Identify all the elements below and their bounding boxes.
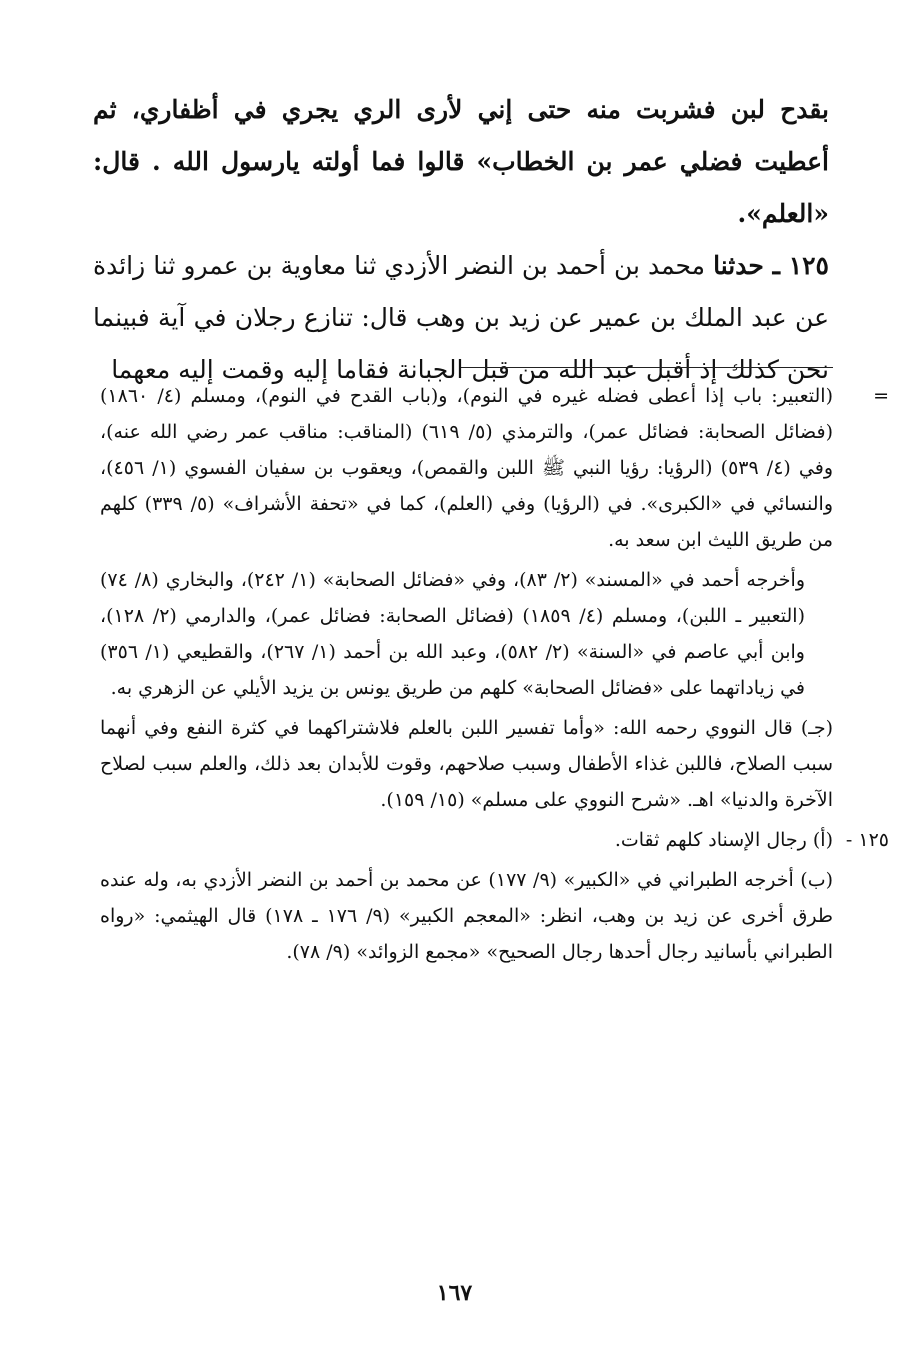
hadith-text: محمد بن أحمد بن النضر الأزدي ثنا معاوية بن عمرو ثنا زائدة عن عبد الملك بن عمير عن زيد بن وهب قال: تنازع رجلان في آية فبينما نحن كذلك إذ أقبل عبد الله من قبل الجبانة فقاما إليه وقمت إليه معهما xyxy=(93,251,829,384)
main-paragraph-1: بقدح لبن فشربت منه حتى إني لأرى الري يجري في أظفاري، ثم أعطيت فضلي عمر بن الخطاب» قالوا فما أولته يارسول الله . قال: «العلم». xyxy=(93,95,829,228)
page-number: ١٦٧ xyxy=(436,1280,473,1306)
footnote-text-4: (أ) رجال الإسناد كلهم ثقات. xyxy=(614,829,833,851)
footnote-separator xyxy=(461,367,833,368)
hadith-number: ١٢٥ ـ حدثنا xyxy=(713,251,829,280)
footnotes xyxy=(100,378,889,974)
main-paragraph-2 xyxy=(93,240,829,396)
footnote-text-3: (جـ) قال النووي رحمه الله: «وأما تفسير اللبن بالعلم فلاشتراكهما في كثرة النفع وفي أنهما سبب الصلاح، فاللبن غذاء الأطفال وسبب صلاحهم، وقوت للأبدان بعد ذلك، والعلم سبب لصلاح الآخرة والدنيا» اهـ. «شرح النووي على مسلم» (١٥/ ١٥٩). xyxy=(100,717,833,811)
footnote-number: ١٢٥ - xyxy=(845,829,889,851)
main-text xyxy=(93,84,829,396)
footnote-text-1: (التعبير: باب إذا أعطى فضله غيره في النوم)، و(باب القدح في النوم)، ومسلم (٤/ ١٨٦٠) (فضائل الصحابة: فضائل عمر)، والترمذي (٥/ ٦١٩) (المناقب: مناقب عمر رضي الله عنه)، وفي (٤/ ٥٣٩) (الرؤيا: رؤيا النبي ﷺ اللبن والقمص)، ويعقوب بن سفيان الفسوي (١/ ٤٥٦)، والنسائي في «الكبرى». في (الرؤيا) وفي (العلم)، كما في «تحفة الأشراف» (٥/ ٣٣٩) كلهم من طريق الليث ابن سعد به. xyxy=(100,385,833,551)
footnote-125 xyxy=(100,822,889,858)
footnote-text-5: (ب) أخرجه الطبراني في «الكبير» (٩/ ١٧٧) عن محمد بن أحمد بن النضر الأزدي به، وله عنده طرق أخرى عن زيد بن وهب، انظر: «المعجم الكبير» (٩/ ١٧٦ ـ ١٧٨) قال الهيثمي: «رواه الطبراني بأسانيد رجال أحدها رجال الصحيح» «مجمع الزوائد» (٩/ ٧٨). xyxy=(100,869,833,963)
continuation-mark: = xyxy=(873,385,889,407)
footnote-continued xyxy=(100,378,889,558)
footnote-text-2: وأخرجه أحمد في «المسند» (٢/ ٨٣)، وفي «فضائل الصحابة» (١/ ٢٤٢)، والبخاري (٨/ ٧٤) (التعبير ـ اللبن)، ومسلم (٤/ ١٨٥٩) (فضائل الصحابة: فضائل عمر)، والدارمي (٢/ ١٢٨)، وابن أبي عاصم في «السنة» (٢/ ٥٨٢)، وعبد الله بن أحمد (١/ ٢٦٧)، والقطيعي (١/ ٣٥٦) في زياداتهما على «فضائل الصحابة» كلهم من طريق يونس بن يزيد الأيلي عن الزهري به. xyxy=(100,569,806,699)
